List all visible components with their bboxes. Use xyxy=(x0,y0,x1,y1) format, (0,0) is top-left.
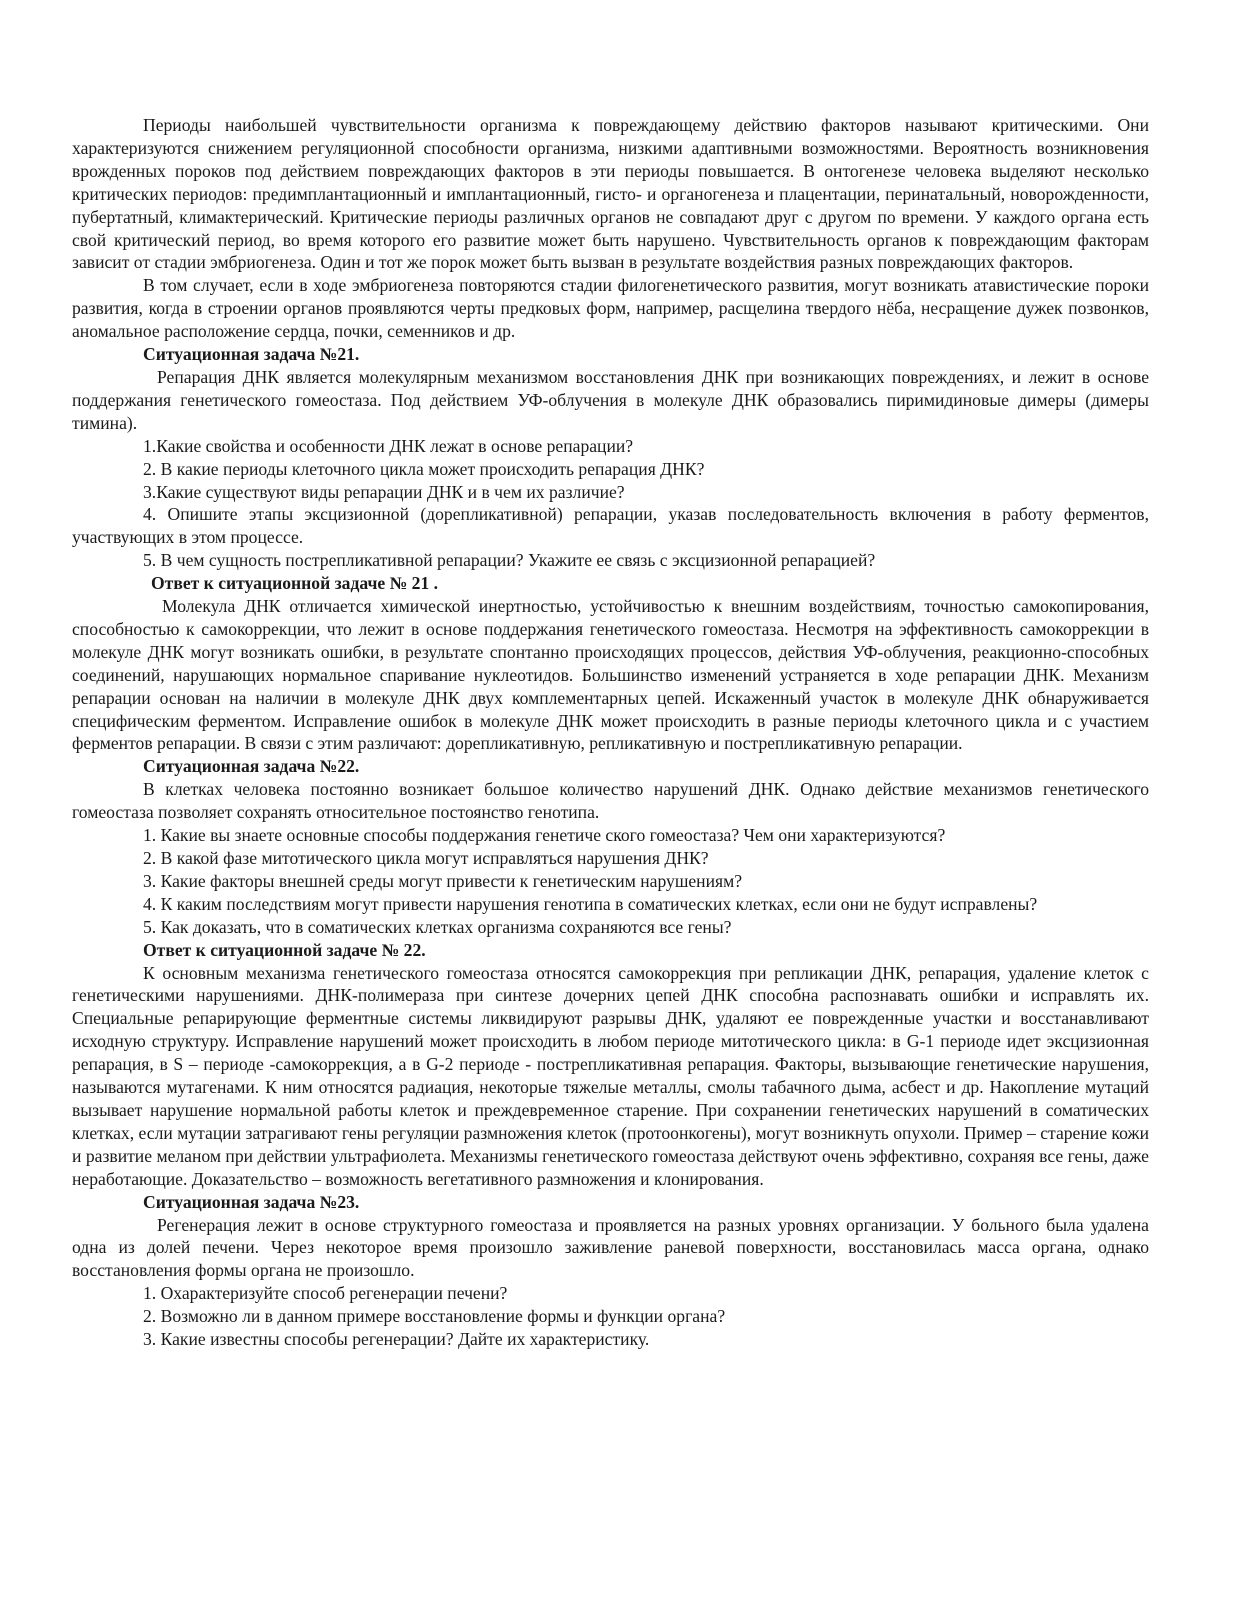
task-21-question-3: 3.Какие существуют виды репарации ДНК и в чем их различие? xyxy=(143,481,625,502)
task-21-question-2: 2. В какие периоды клеточного цикла может происходить репарация ДНК? xyxy=(143,458,705,479)
task-22-question-1: 1. Какие вы знаете основные способы поддержания генетиче ского гомеостаза? Чем они характеризуются? xyxy=(143,825,946,846)
intro-paragraph-2: В том случает, если в ходе эмбриогенеза повторяются стадии филогенетического развития, могут возникать атавистические пороки развития, когда в строении органов проявляются черты предковых форм, например, расщелина твердого нёба, несращение дужек позвонков, аномальное расположение сердца, почки, семенников и др. xyxy=(72,275,1149,342)
task-23-heading: Ситуационная задача №23. xyxy=(143,1191,360,1212)
task-22-question-5: 5. Как доказать, что в соматических клетках организма сохраняются все гены? xyxy=(143,916,732,937)
task-21-answer: Молекула ДНК отличается химической инертностью, устойчивостью к внешним воздействиям, точностью самокопирования, способностью к самокоррекции, что лежит в основе поддержания генетического гомеостаза. Несмотря на эффективность самокоррекции в молекуле ДНК могут возникать ошибки, в результате спонтанно происходящих процессов, действия УФ-облучения, реакционно-способных соединений, нарушающих нормальное спаривание нуклеотидов. Большинство изменений устраняется в ходе репарации ДНК. Механизм репарации основан на наличии в молекуле ДНК двух комплементарных цепей. Искаженный участок в молекуле ДНК обнаруживается специфическим ферментом. Исправление ошибок в молекуле ДНК может происходить в разные периоды клеточного цикла и с участием ферментов репарации. В связи с этим различают: дорепликативную, репликативную и пострепликативную репарации. xyxy=(72,596,1149,754)
task-21-question-5: 5. В чем сущность пострепликативной репарации? Укажите ее связь с эксцизионной репарацией? xyxy=(143,550,876,571)
task-22-answer: К основным механизма генетического гомеостаза относятся самокоррекция при репликации ДНК, репарация, удаление клеток с генетическими нарушениями. ДНК-полимераза при синтезе дочерних цепей ДНК способна распознавать ошибки и исправлять их. Специальные репарирующие ферментные системы ликвидируют разрывы ДНК, удаляют ее поврежденные участки и восстанавливают исходную структуру. Исправление нарушений может происходить в любом периоде митотического цикла: в G-1 периоде идет эксцизионная репарация, в S – периоде -самокоррекция, а в G-2 периоде - пострепликативная репарация. Факторы, вызывающие генетические нарушения, называются мутагенами. К ним относятся радиация, некоторые тяжелые металлы, смолы табачного дыма, асбест и др. Накопление мутаций вызывает нарушение нормальной работы клеток и преждевременное старение. При сохранении генетических нарушений в соматических клетках, если мутации затрагивают гены регуляции размножения клеток (протоонкогены), могут возникнуть опухоли. Пример – старение кожи и развитие меланом при действии ультрафиолета. Механизмы генетического гомеостаза действуют очень эффективно, сохраняя все гены, даже неработающие. Доказательство – возможность вегетативного размножения и клонирования. xyxy=(72,962,1149,1189)
task-23-question-3: 3. Какие известны способы регенерации? Дайте их характеристику. xyxy=(143,1329,650,1350)
task-23-question-2: 2. Возможно ли в данном примере восстановление формы и функции органа? xyxy=(143,1306,726,1327)
task-22-answer-heading: Ответ к ситуационной задаче № 22. xyxy=(143,939,426,960)
task-23-text: Регенерация лежит в основе структурного гомеостаза и проявляется на разных уровнях организации. У больного была удалена одна из долей печени. Через некоторое время произошло заживление раневой поверхности, восстановилась масса органа, однако восстановления формы органа не произошло. xyxy=(72,1214,1149,1281)
task-21-question-1: 1.Какие свойства и особенности ДНК лежат в основе репарации? xyxy=(143,435,634,456)
task-23-question-1: 1. Охарактеризуйте способ регенерации печени? xyxy=(143,1283,508,1304)
task-22-heading: Ситуационная задача №22. xyxy=(143,756,360,777)
task-22-question-2: 2. В какой фазе митотического цикла могут исправляться нарушения ДНК? xyxy=(143,848,709,868)
task-21-question-4: 4. Опишите этапы эксцизионной (дорепликативной) репарации, указав последовательность включения в работу ферментов, участвующих в этом процессе. xyxy=(72,504,1149,548)
task-22-text: В клетках человека постоянно возникает большое количество нарушений ДНК. Однако действие механизмов генетического гомеостаза позволяет сохранять относительное постоянство генотипа. xyxy=(72,779,1149,823)
task-21-answer-heading: Ответ к ситуационной задаче № 21 . xyxy=(151,573,439,594)
task-21-text: Репарация ДНК является молекулярным механизмом восстановления ДНК при возникающих повреждениях, и лежит в основе поддержания генетического гомеостаза. Под действием УФ-облучения в молекуле ДНК образовались пиримидиновые димеры (димеры тимина). xyxy=(72,366,1149,433)
document-page xyxy=(72,114,1149,1351)
task-22-question-3: 3. Какие факторы внешней среды могут привести к генетическим нарушениям? xyxy=(143,870,743,891)
task-21-heading: Ситуационная задача №21. xyxy=(143,344,360,365)
task-22-question-4: 4. К каким последствиям могут привести нарушения генотипа в соматических клетках, если они не будут исправлены? xyxy=(143,893,1038,914)
intro-paragraph-1: Периоды наибольшей чувствительности организма к повреждающему действию факторов называют критическими. Они характеризуются снижением регуляционной способности организма, низкими адаптивными возможностями. Вероятность возникновения врожденных пороков под действием повреждающих факторов в эти периоды повышается. В онтогенезе человека выделяют несколько критических периодов: предимплантационный и имплантационный, гисто- и органогенеза и плацентации, перинатальный, новорожденности, пубертатный, климактерический. Критические периоды различных органов не совпадают друг с другом по времени. У каждого органа есть свой критический период, во время которого его развитие может быть нарушено. Чувствительность органов к повреждающим факторам зависит от стадии эмбриогенеза. Один и тот же порок может быть вызван в результате воздействия разных повреждающих факторов. xyxy=(72,115,1149,273)
